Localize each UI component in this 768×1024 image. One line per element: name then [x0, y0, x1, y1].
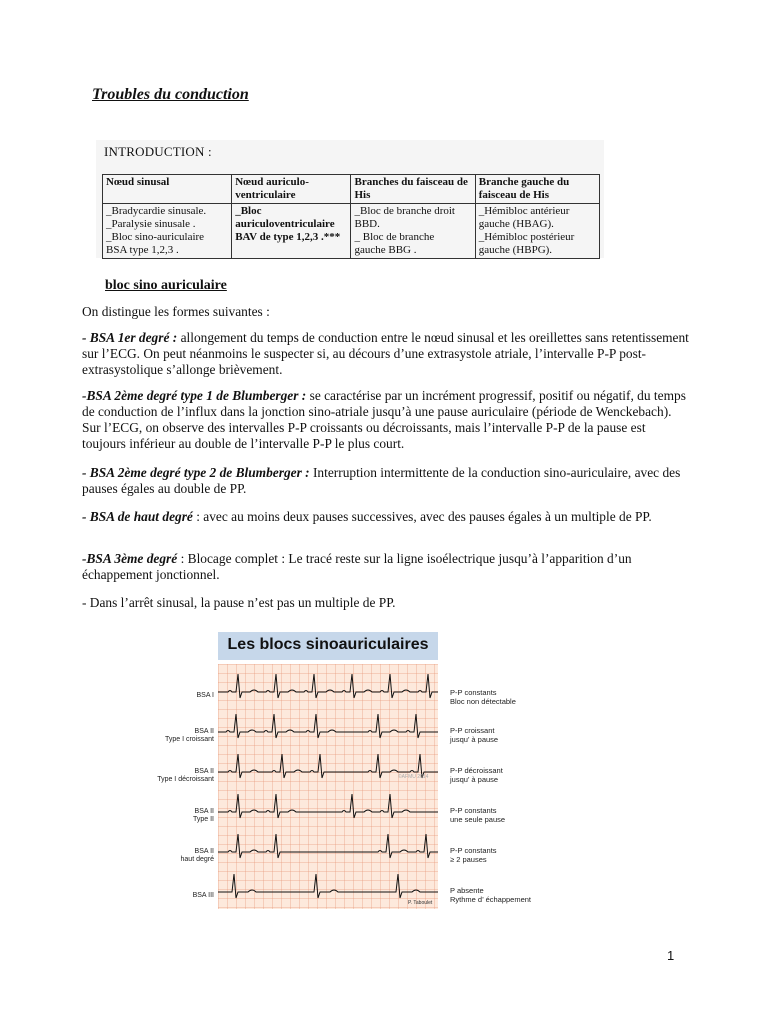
- paragraph-text: - Dans l’arrêt sinusal, la pause n’est pas un multiple de PP.: [82, 595, 396, 610]
- paragraph-text: On distingue les formes suivantes :: [82, 304, 270, 319]
- ecg-row-label: BSA I: [196, 692, 214, 699]
- cell-line: BSA type 1,2,3 .: [106, 244, 179, 256]
- paragraph: [82, 304, 690, 320]
- figure-credit: P. Taboulet: [408, 900, 433, 906]
- cell-line: _ Bloc de branche: [354, 231, 435, 243]
- ecg-trace-bsa2-haut-degre: [218, 830, 438, 870]
- ecg-trace-bsa2-type1-decroissant: [218, 750, 438, 790]
- table-header: Branche gauche du faisceau de His: [475, 175, 599, 204]
- paragraph-lead: -BSA 2ème degré type 1 de Blumberger :: [82, 388, 307, 403]
- paragraph: [82, 465, 690, 497]
- cell-line: _Hémibloc antérieur: [478, 205, 570, 217]
- paragraph-lead: - BSA de haut degré: [82, 509, 193, 524]
- ecg-trace-bsa2-type1-croissant: [218, 710, 438, 750]
- ecg-row-note: P-P constants ≥ 2 pauses: [450, 846, 497, 864]
- table-cell: [475, 204, 599, 259]
- cell-line: _Paralysie sinusale .: [106, 218, 196, 230]
- cell-line: auriculoventriculaire: [235, 218, 335, 230]
- paragraph-text: : Blocage complet : Le tracé reste sur la ligne isoélectrique jusqu’à l’apparition d’un échappement jonctionnel.: [82, 551, 632, 582]
- paragraph-text: se caractérise par un incrément progressif, positif ou négatif, du temps de conduction de l’influx dans la jonction sino-atriale jusqu’à une pause auriculaire (période de Wenckebach). Sur l’ECG, on observe des intervalles P-P croissants ou décroissants, mais l’intervalle P-P de la pause est toujours inférieur au double de l’intervalle P-P le plus court.: [82, 388, 686, 451]
- table-header: Branches du faisceau de His: [351, 175, 475, 204]
- cell-line: _Bloc sino-auriculaire: [106, 231, 205, 243]
- ecg-trace-bsa3: [218, 870, 438, 910]
- page-title: Troubles du conduction: [92, 86, 249, 103]
- paragraph-lead: -BSA 3ème degré: [82, 551, 178, 566]
- table-header: Nœud sinusal: [103, 175, 232, 204]
- cell-line: _Bradycardie sinusale.: [106, 205, 207, 217]
- paragraph-lead: - BSA 2ème degré type 2 de Blumberger :: [82, 465, 310, 480]
- introduction-table-figure: [96, 140, 604, 258]
- ecg-row-note: P-P constants Bloc non détectable: [450, 688, 516, 706]
- page-number: 1: [667, 948, 675, 963]
- cell-line: BBD.: [354, 218, 380, 230]
- cell-line: gauche (HBAG).: [478, 218, 554, 230]
- ecg-row-label: BSA II Type I croissant: [164, 728, 214, 743]
- ecg-row-label: BSA II haut degré: [180, 848, 214, 863]
- ecg-trace-bsa2-type2: [218, 790, 438, 830]
- ecg-row-label: BSA II Type II: [192, 808, 214, 823]
- table-row: [103, 204, 600, 259]
- ecg-trace-bsa1: [218, 670, 438, 710]
- paragraph-lead: - BSA 1er degré :: [82, 330, 178, 345]
- ecg-row-note: P absente Rythme d’ échappement: [450, 886, 532, 904]
- paragraph: [82, 330, 690, 378]
- paragraph-text: Interruption intermittente de la conduction sino-auriculaire, avec des pauses égales au double de PP.: [82, 465, 681, 496]
- cell-line: _Hémibloc postérieur: [478, 231, 575, 243]
- table-header-row: [103, 175, 600, 204]
- cell-line: gauche (HBPG).: [478, 244, 553, 256]
- ecg-row-note: P-P décroissant jusqu’ à pause: [450, 766, 503, 784]
- ecg-row-note: P-P croissant jusqu’ à pause: [450, 726, 499, 744]
- table-header: Nœud auriculo-ventriculaire: [232, 175, 351, 204]
- ecg-grid: [218, 664, 438, 909]
- paragraph: [82, 509, 690, 525]
- paragraph: [82, 595, 690, 611]
- ecg-figure: [140, 632, 560, 914]
- figure-title-box: [218, 632, 438, 660]
- ecg-row-note: P-P constants une seule pause: [450, 806, 506, 824]
- paragraph: [82, 551, 690, 583]
- table-cell: [351, 204, 475, 259]
- cell-line: gauche BBG .: [354, 244, 417, 256]
- table-cell: [103, 204, 232, 259]
- cell-line: _Bloc: [235, 205, 262, 217]
- ecg-row-label: BSA III: [192, 892, 214, 899]
- paragraph: [82, 388, 690, 452]
- ecg-row-label: BSA II Type I décroissant: [157, 768, 214, 783]
- watermark: ©AFMU 2014: [398, 774, 429, 780]
- paragraph-text: allongement du temps de conduction entre le nœud sinusal et les oreillettes sans retentissement sur l’ECG. On peut néanmoins le suspecter si, au décours d’une extrasystole atriale, l’intervalle P-P post-extrasystolique s’allonge brièvement.: [82, 330, 689, 377]
- table-cell: [232, 204, 351, 259]
- paragraph-text: : avec au moins deux pauses successives, avec des pauses égales à un multiple de PP.: [192, 509, 652, 524]
- figure-title: Les blocs sinoauriculaires: [227, 636, 429, 653]
- section-title: bloc sino auriculaire: [105, 278, 227, 293]
- introduction-heading: INTRODUCTION :: [104, 144, 212, 159]
- cell-line: BAV de type 1,2,3 .***: [235, 231, 341, 243]
- conduction-table: [102, 174, 600, 259]
- cell-line: _Bloc de branche droit: [354, 205, 455, 217]
